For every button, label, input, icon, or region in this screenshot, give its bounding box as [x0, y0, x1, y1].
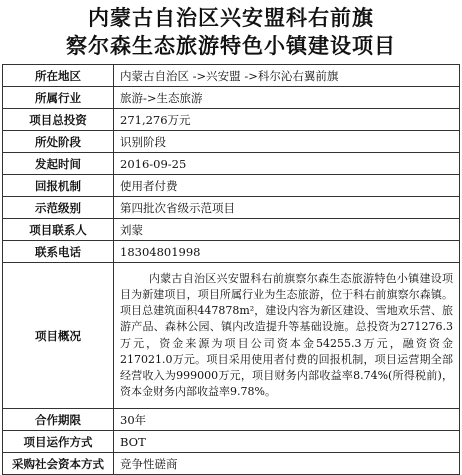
value-operation-mode: BOT	[114, 431, 460, 453]
label-procurement-method: 采购社会资本方式	[3, 453, 114, 475]
table-row	[3, 241, 460, 263]
value-overview: 内蒙古自治区兴安盟科右前旗察尔森生态旅游特色小镇建设项目为新建项目，项目所属行业为生态旅游，位于科右前旗察尔森镇。项目总建筑面积447878m²，建设内容为新区建设、雪地欢乐营、旅游产品、森林公园、镇内改造提升等基础设施。总投资为271276.3万元，资金来源为项目公司资本金54255.3万元，融资资金217021.0万元。项目采用使用者付费的回报机制，项目运营期全部经营收入为999000万元，项目财务内部收益率8.74%(所得税前)，资本金财务内部收益率9.78%。	[120, 271, 453, 399]
value-start-date: 2016-09-25	[114, 153, 460, 175]
label-overview: 项目概况	[3, 263, 114, 409]
value-term: 30年	[114, 409, 460, 431]
value-procurement-method: 竞争性磋商	[114, 453, 460, 475]
table-row	[3, 219, 460, 241]
value-demo-level: 第四批次省级示范项目	[114, 197, 460, 219]
label-industry: 所属行业	[3, 87, 114, 109]
document-title	[0, 0, 462, 64]
table-row	[3, 431, 460, 453]
table-row	[3, 109, 460, 131]
value-stage: 识别阶段	[114, 131, 460, 153]
label-contact-person: 项目联系人	[3, 219, 114, 241]
value-total-investment: 271,276万元	[114, 109, 460, 131]
value-overview-cell	[114, 263, 460, 409]
label-stage: 所处阶段	[3, 131, 114, 153]
table-row	[3, 175, 460, 197]
value-industry: 旅游->生态旅游	[114, 87, 460, 109]
value-contact-phone: 18304801998	[114, 241, 460, 263]
table-row	[3, 453, 460, 475]
label-operation-mode: 项目运作方式	[3, 431, 114, 453]
project-info-table	[2, 64, 460, 475]
value-contact-person: 刘蒙	[114, 219, 460, 241]
label-start-date: 发起时间	[3, 153, 114, 175]
label-location: 所在地区	[3, 65, 114, 87]
label-contact-phone: 联系电话	[3, 241, 114, 263]
label-demo-level: 示范级别	[3, 197, 114, 219]
table-row	[3, 87, 460, 109]
value-return-mechanism: 使用者付费	[114, 175, 460, 197]
table-row	[3, 409, 460, 431]
table-row	[3, 131, 460, 153]
title-line-1: 内蒙古自治区兴安盟科右前旗	[88, 6, 374, 30]
table-row	[3, 153, 460, 175]
table-row	[3, 197, 460, 219]
table-row	[3, 263, 460, 409]
title-line-2: 察尔森生态旅游特色小镇建设项目	[66, 34, 396, 58]
label-term: 合作期限	[3, 409, 114, 431]
label-total-investment: 项目总投资	[3, 109, 114, 131]
value-location: 内蒙古自治区 ->兴安盟 ->科尔沁右翼前旗	[114, 65, 460, 87]
table-row	[3, 65, 460, 87]
label-return-mechanism: 回报机制	[3, 175, 114, 197]
